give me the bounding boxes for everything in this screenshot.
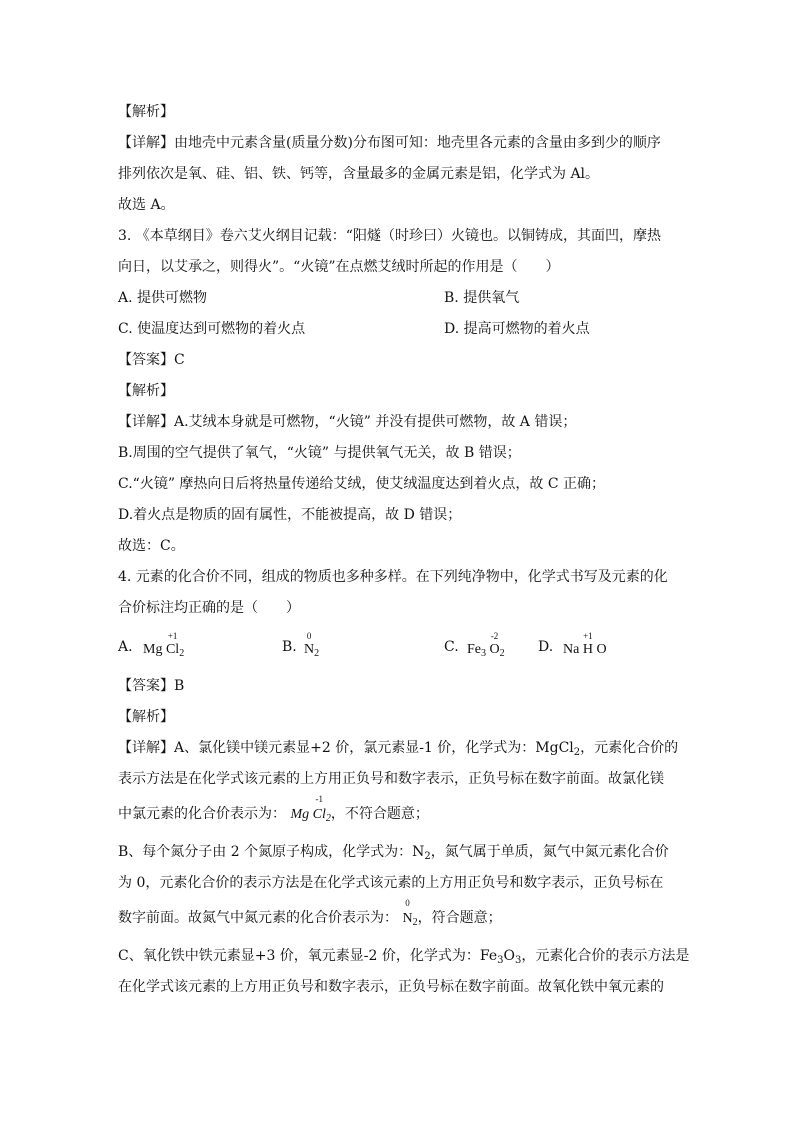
q4-option-c-label: C. bbox=[444, 639, 459, 655]
q3-option-a: A. 提供可燃物 bbox=[118, 290, 208, 306]
formula-subscript: 2 bbox=[424, 851, 431, 862]
valence-mark: -1 bbox=[315, 794, 323, 804]
formula-element: 0 N bbox=[304, 631, 315, 657]
formula-subscript: 3 bbox=[514, 955, 522, 966]
inline-formula-n2: 0 $N_2$ bbox=[402, 898, 418, 928]
explanation-text: 在化学式该元素的上方用正负号和数字表示，正负号标在数字前面。故氧化铁中氧元素的 bbox=[118, 979, 664, 995]
formula-element: Mg bbox=[143, 642, 163, 657]
explanation-text: 【详解】A、氯化镁中镁元素显+2 价，氯元素显-1 价，化学式为：MgCl$_2$，元素化合价的 bbox=[118, 740, 679, 758]
formula-subscript: 2 bbox=[499, 648, 505, 659]
formula-subscript: 3 bbox=[497, 955, 504, 966]
analysis-heading: 【解析】 bbox=[118, 104, 174, 120]
explanation-text: B、每个氮分子由 2 个氮原子构成，化学式为：$N_2$，氮气属于单质，氮气中氮元素化合价 bbox=[118, 844, 669, 862]
choice-text: 故选：C。 bbox=[118, 538, 185, 554]
formula-subscript: 3 bbox=[481, 648, 486, 659]
inline-formula-mgcl2: Mg -1 $Cl_2$ bbox=[290, 794, 331, 824]
q3-option-d: D. 提高可燃物的着火点 bbox=[444, 321, 590, 337]
question-3-text: 向日，以艾承之，则得火”。“火镜”在点燃艾绒时所起的作用是（ ） bbox=[118, 259, 560, 275]
q4-option-a-formula bbox=[143, 631, 185, 659]
explanation-text: B.周围的空气提供了氧气，“火镜” 与提供氧气无关，故 B 错误； bbox=[118, 445, 521, 461]
answer-text: 【答案】C bbox=[118, 352, 185, 368]
explanation-text: 【详解】由地壳中元素含量(质量分数)分布图可知：地壳里各元素的含量由多到少的顺序 bbox=[118, 135, 661, 151]
explanation-text: 为 0，元素化合价的表示方法是在化学式该元素的上方用正负号和数字表示，正负号标在 bbox=[118, 875, 664, 891]
formula-element: +1 H bbox=[582, 631, 593, 657]
q3-option-c: C. 使温度达到可燃物的着火点 bbox=[118, 321, 306, 337]
explanation-text: 中氯元素的化合价表示为： Mg -1 $Cl_2$，不符合题意； bbox=[118, 804, 429, 829]
q4-option-d-label: D. bbox=[538, 639, 554, 655]
analysis-heading: 【解析】 bbox=[118, 709, 174, 725]
formula-element: -2 O bbox=[489, 631, 500, 657]
question-3-text: 3. 《本草纲目》卷六艾火纲目记载：“阳燧（时珍曰）火镜也。以铜铸成，其面凹，摩热 bbox=[118, 228, 661, 244]
question-4-text: 4. 元素的化合价不同，组成的物质也多种多样。在下列纯净物中，化学式书写及元素的化 bbox=[118, 569, 668, 585]
explanation-text: 数字前面。故氮气中氮元素的化合价表示为： 0 $N_2$，符合题意； bbox=[118, 908, 502, 933]
explanation-text: 【详解】A.艾绒本身就是可燃物，“火镜” 并没有提供可燃物，故 A 错误； bbox=[118, 414, 577, 430]
formula-element: Na bbox=[563, 642, 580, 657]
explanation-text: 表示方法是在化学式该元素的上方用正负号和数字表示，正负号标在数字前面。故氯化镁 bbox=[118, 771, 664, 787]
valence-mark: 0 bbox=[306, 631, 312, 641]
q4-option-d-formula bbox=[563, 631, 607, 658]
q4-option-b-formula bbox=[304, 631, 320, 659]
explanation-text: C、氧化铁中铁元素显+3 价，氧元素显-2 价，化学式为：$Fe_3O_3$，元素化合价的表示方法是 bbox=[118, 948, 690, 966]
q4-option-a-label: A. bbox=[118, 639, 133, 655]
formula-element: O bbox=[596, 642, 607, 657]
question-4-text: 合价标注均正确的是（ ） bbox=[118, 600, 300, 616]
analysis-heading: 【解析】 bbox=[118, 383, 174, 399]
valence-mark: -2 bbox=[490, 631, 499, 641]
choice-text: 故选 A。 bbox=[118, 197, 175, 213]
q3-option-b: B. 提供氧气 bbox=[444, 290, 520, 306]
answer-text: 【答案】B bbox=[118, 678, 185, 694]
q4-option-c-formula bbox=[467, 631, 505, 659]
q4-option-b-label: B. bbox=[282, 639, 297, 655]
valence-mark: +1 bbox=[167, 631, 178, 641]
formula-subscript: 2 bbox=[314, 648, 320, 659]
formula-subscript: 2 bbox=[573, 747, 581, 758]
explanation-text: 排列依次是氧、硅、铝、铁、钙等，含量最多的金属元素是铝，化学式为 Al。 bbox=[118, 166, 600, 182]
valence-mark: 0 bbox=[405, 898, 410, 908]
formula-element: Fe bbox=[467, 642, 481, 657]
explanation-text: C.“火镜” 摩热向日后将热量传递给艾绒，使艾绒温度达到着火点，故 C 正确； bbox=[118, 476, 606, 492]
formula-subscript: 2 bbox=[179, 648, 185, 659]
valence-mark: +1 bbox=[583, 631, 593, 641]
explanation-text: D.着火点是物质的固有属性，不能被提高，故 D 错误； bbox=[118, 507, 462, 523]
formula-element: +1 Cl bbox=[165, 631, 180, 657]
